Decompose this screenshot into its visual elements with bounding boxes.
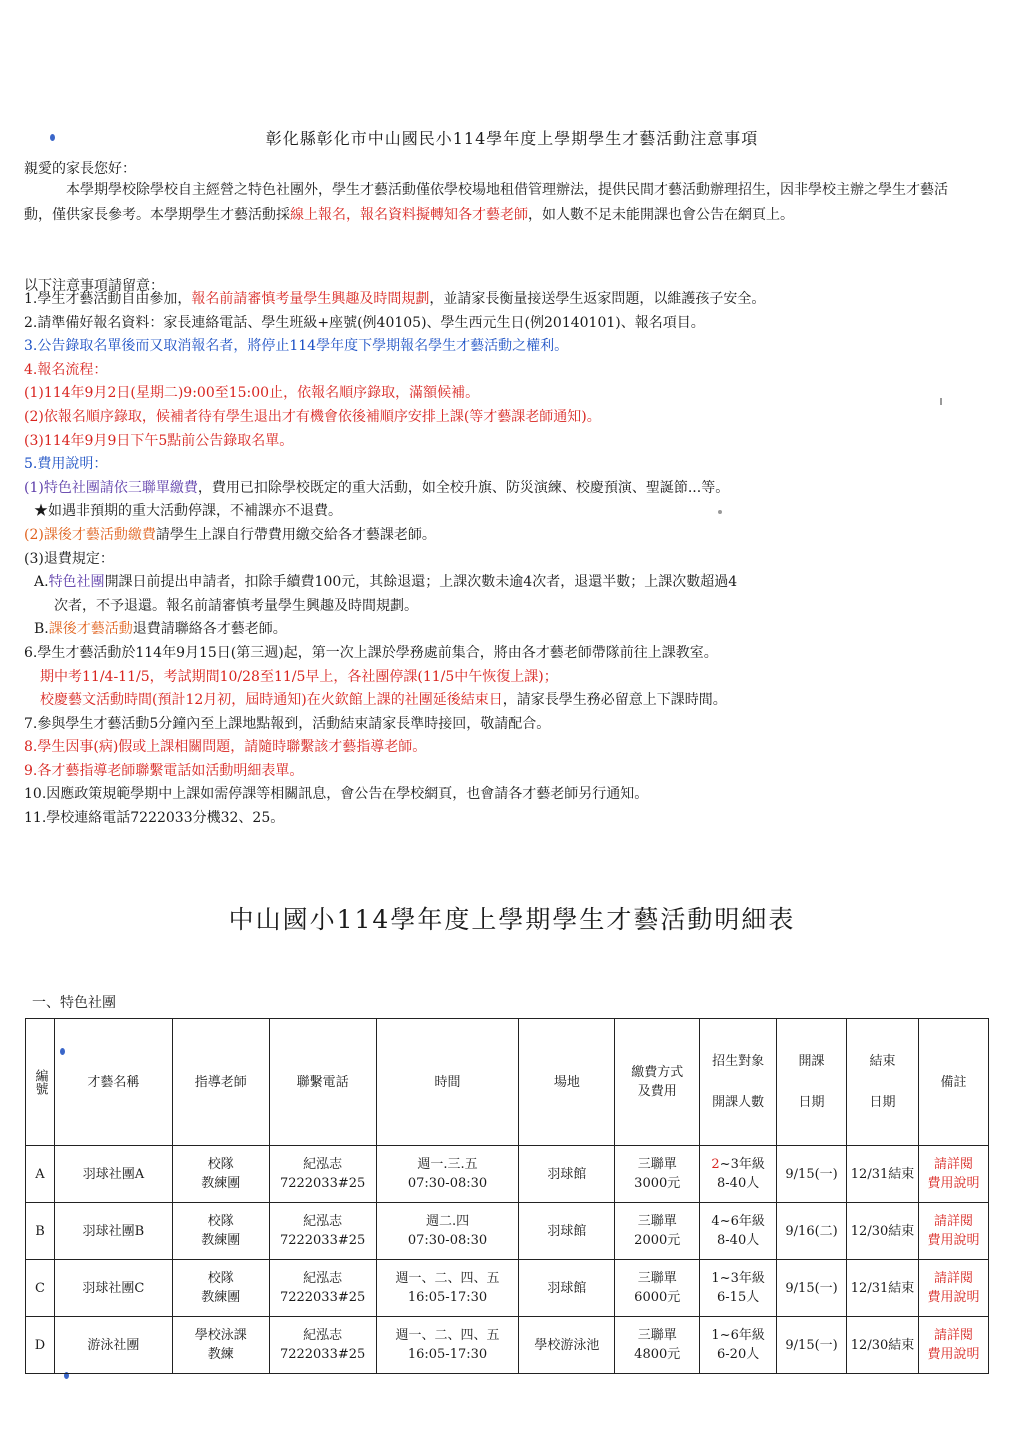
cell-teacher-line: 校隊 [207, 1157, 234, 1172]
notice-item-5-1 [24, 477, 974, 501]
cell-phone [269, 1317, 376, 1374]
notice-item-5-3-a [24, 571, 974, 595]
cell-grade-text: 1~6年級 [711, 1328, 765, 1343]
cell-target [700, 1203, 777, 1260]
notice-text: A. [34, 574, 49, 591]
notice-item-6-event [24, 689, 974, 713]
notice-text: 開課日前提出申請者，扣除手續費100元，其餘退還；上課次數未逾4次者，退還半數；上課次數超過4 [104, 574, 738, 591]
notice-item-4-3: (3)114年9月9日下午5點前公告錄取名單。 [24, 432, 294, 449]
notice-highlight: (1)特色社團請依三聯單繳費 [24, 479, 198, 496]
cell-venue: 學校游泳池 [519, 1317, 615, 1374]
header-teacher: 指導老師 [172, 1019, 269, 1146]
notice-list [24, 288, 974, 831]
notice-item-5-2 [24, 524, 974, 548]
cell-count: 6-20人 [717, 1347, 760, 1362]
cell-name: 羽球社團B [54, 1203, 172, 1260]
cell-time [376, 1317, 519, 1374]
notice-item-2: 2.請準備好報名資料：家長連絡電話、學生班級+座號(例40105)、學生西元生日(例20140101)、報名項目。 [24, 314, 705, 331]
cell-time [376, 1203, 519, 1260]
cell-teacher [172, 1260, 269, 1317]
cell-fee [615, 1146, 700, 1203]
cell-grade [703, 1326, 773, 1345]
notice-highlight: (2)課後才藝活動繳費 [24, 526, 156, 543]
cell-teacher [172, 1317, 269, 1374]
cell-note [918, 1146, 988, 1203]
cell-time [376, 1146, 519, 1203]
cell-hours: 16:05-17:30 [407, 1347, 488, 1362]
section-label: 一、特色社團 [32, 995, 116, 1011]
cell-fee-method: 三聯單 [637, 1157, 677, 1172]
cell-note-line: 費用說明 [927, 1233, 980, 1248]
cell-target [700, 1317, 777, 1374]
cell-venue: 羽球館 [519, 1260, 615, 1317]
header-venue: 場地 [519, 1019, 615, 1146]
table-row [26, 1203, 989, 1260]
cell-start: 9/16(二) [777, 1203, 847, 1260]
cell-end: 12/30結束 [847, 1317, 919, 1374]
table-row [26, 1260, 989, 1317]
cell-contact-name: 紀泓志 [303, 1328, 343, 1343]
cell-start: 9/15(一) [777, 1317, 847, 1374]
header-note: 備註 [918, 1019, 988, 1146]
table-header-row [26, 1019, 989, 1146]
cell-note [918, 1260, 988, 1317]
notice-text: 1.學生才藝活動自由參加， [24, 291, 192, 307]
cell-fee-amount: 4800元 [634, 1347, 681, 1362]
notice-item-5-3-b [24, 618, 974, 642]
cell-fee-amount: 2000元 [634, 1233, 681, 1248]
table-title: 中山國小114學年度上學期學生才藝活動明細表 [228, 905, 796, 934]
header-name: 才藝名稱 [54, 1019, 172, 1146]
cell-target [700, 1260, 777, 1317]
header-start-top: 開課 [798, 1054, 825, 1069]
cell-grade-highlight: 2 [711, 1157, 720, 1172]
notice-text: ，費用已扣除學校既定的重大活動，如全校升旗、防災演練、校慶預演、聖誕節...等。 [197, 479, 730, 496]
cell-fee-amount: 3000元 [634, 1176, 681, 1191]
notice-highlight: 報名前請審慎考量學生興趣及時間規劃 [191, 291, 430, 307]
cell-note [918, 1317, 988, 1374]
notice-item-4-2: (2)依報名順序錄取，候補者待有學生退出才有機會依後補順序安排上課(等才藝課老師通知)。 [24, 408, 601, 425]
cell-teacher-line: 學校泳課 [194, 1328, 247, 1343]
cell-name: 羽球社團A [54, 1146, 172, 1203]
cell-note-line: 請詳閱 [933, 1271, 973, 1286]
cell-target [700, 1146, 777, 1203]
notice-highlight: 特色社團 [48, 574, 105, 591]
notice-item-4: 4.報名流程： [24, 361, 108, 378]
cell-hours: 16:05-17:30 [407, 1290, 488, 1305]
clubs-table [25, 1018, 989, 1374]
header-end [847, 1019, 919, 1146]
notice-item-10: 10.因應政策規範學期中上課如需停課等相關訊息，會公告在學校網頁，也會請各才藝老師另行通知。 [24, 786, 649, 803]
cell-no: D [26, 1317, 55, 1374]
notice-highlight: 校慶藝文活動時間(預計12月初，屆時通知)在火欽館上課的社團延後結束日 [40, 692, 503, 709]
notice-item-9: 9.各才藝指導老師聯繫電話如活動明細表單。 [24, 762, 304, 779]
cell-fee-method: 三聯單 [637, 1214, 677, 1229]
cell-days: 週一.三.五 [417, 1157, 478, 1172]
cell-count: 6-15人 [717, 1290, 760, 1305]
cell-days: 週一、二、四、五 [395, 1328, 500, 1343]
cell-note-line: 請詳閱 [933, 1157, 973, 1172]
cell-grade [703, 1269, 773, 1288]
table-row [26, 1317, 989, 1374]
cell-note [918, 1203, 988, 1260]
cell-no: C [26, 1260, 55, 1317]
notice-item-5: 5.費用說明： [24, 456, 108, 473]
cell-grade [703, 1212, 773, 1231]
cell-teacher-line: 教練團 [201, 1233, 241, 1248]
cell-no: B [26, 1203, 55, 1260]
cell-time [376, 1260, 519, 1317]
notice-item-6: 6.學生才藝活動於114年9月15日(第三週)起，第一次上課於學務處前集合，將由各才藝老師帶隊前往上課教室。 [24, 644, 718, 661]
intro-highlight: 線上報名，報名資料擬轉知各才藝老師 [290, 207, 528, 223]
cell-teacher-line: 校隊 [207, 1271, 234, 1286]
notice-item-8: 8.學生因事(病)假或上課相關問題，請隨時聯繫該才藝指導老師。 [24, 739, 427, 756]
cell-contact-name: 紀泓志 [303, 1271, 343, 1286]
cell-teacher-line: 教練團 [201, 1290, 241, 1305]
cell-hours: 07:30-08:30 [407, 1176, 488, 1191]
notice-text: 請學生上課自行帶費用繳交給各才藝課老師。 [155, 526, 436, 543]
cell-teacher [172, 1203, 269, 1260]
notice-item-4-1: (1)114年9月2日(星期二)9:00至15:00止，依報名順序錄取，滿額候補。 [24, 385, 480, 402]
notice-text: ，並請家長衡量接送學生返家問題，以維護孩子安全。 [429, 291, 766, 307]
cell-grade-text: ~3年級 [719, 1157, 765, 1172]
cell-grade-text: 4~6年級 [711, 1214, 765, 1229]
notice-item-5-star: ★如遇非預期的重大活動停課，不補課亦不退費。 [34, 503, 342, 520]
cell-contact-number: 7222033#25 [279, 1290, 366, 1305]
header-target [700, 1019, 777, 1146]
cell-end: 12/31結束 [847, 1146, 919, 1203]
cell-teacher-line: 校隊 [207, 1214, 234, 1229]
notice-text: 退費請聯絡各才藝老師。 [132, 621, 287, 638]
cell-no: A [26, 1146, 55, 1203]
cell-start: 9/15(一) [777, 1260, 847, 1317]
cell-end: 12/31結束 [847, 1260, 919, 1317]
greeting: 親愛的家長您好： [24, 161, 136, 177]
cell-teacher-line: 教練團 [201, 1176, 241, 1191]
cell-phone [269, 1260, 376, 1317]
cell-name: 游泳社團 [54, 1317, 172, 1374]
notice-item-11: 11.學校連絡電話7222033分機32、25。 [24, 810, 285, 827]
header-target-bottom: 開課人數 [712, 1095, 765, 1110]
header-start [777, 1019, 847, 1146]
notice-text: ，請家長學生務必留意上下課時間。 [502, 692, 727, 709]
cell-name: 羽球社團C [54, 1260, 172, 1317]
cell-grade [703, 1155, 773, 1174]
notice-text: B. [34, 621, 49, 638]
cell-contact-name: 紀泓志 [303, 1157, 343, 1172]
cell-venue: 羽球館 [519, 1146, 615, 1203]
notice-item-5-3: (3)退費規定： [24, 550, 114, 567]
cell-contact-name: 紀泓志 [303, 1214, 343, 1229]
cell-note-line: 費用說明 [927, 1347, 980, 1362]
table-row [26, 1146, 989, 1203]
header-end-top: 結束 [869, 1054, 896, 1069]
header-fee: 繳費方式及費用 [615, 1019, 700, 1146]
cell-count: 8-40人 [717, 1176, 760, 1191]
cell-teacher [172, 1146, 269, 1203]
notice-item-1 [24, 288, 974, 312]
cell-days: 週一、二、四、五 [395, 1271, 500, 1286]
intro-paragraph [24, 178, 974, 228]
cell-note-line: 請詳閱 [933, 1328, 973, 1343]
cell-teacher-line: 教練 [207, 1347, 234, 1362]
header-start-bottom: 日期 [798, 1095, 825, 1110]
notice-highlight: 課後才藝活動 [48, 621, 133, 638]
header-target-top: 招生對象 [712, 1054, 765, 1069]
header-no: 編號 [26, 1019, 55, 1146]
notice-item-6-exam: 期中考11/4-11/5，考試期間10/28至11/5早上，各社團停課(11/5中午恢復上課)； [40, 668, 558, 685]
cell-fee-method: 三聯單 [637, 1328, 677, 1343]
header-time: 時間 [376, 1019, 519, 1146]
cell-fee-method: 三聯單 [637, 1271, 677, 1286]
cell-fee [615, 1203, 700, 1260]
cell-fee-amount: 6000元 [634, 1290, 681, 1305]
cell-venue: 羽球館 [519, 1203, 615, 1260]
cell-note-line: 請詳閱 [933, 1214, 973, 1229]
cell-phone [269, 1146, 376, 1203]
cell-grade-text: 1~3年級 [711, 1271, 765, 1286]
cell-count: 8-40人 [717, 1233, 760, 1248]
notice-item-7: 7.參與學生才藝活動5分鐘內至上課地點報到，活動結束請家長準時接回，敬請配合。 [24, 715, 551, 732]
cell-fee [615, 1317, 700, 1374]
notice-heading: 以下注意事項請留意： [24, 278, 164, 294]
cell-start: 9/15(一) [777, 1146, 847, 1203]
cell-phone [269, 1203, 376, 1260]
cell-hours: 07:30-08:30 [407, 1233, 488, 1248]
cell-contact-number: 7222033#25 [279, 1176, 366, 1191]
header-end-bottom: 日期 [869, 1095, 896, 1110]
cell-contact-number: 7222033#25 [279, 1347, 366, 1362]
cell-days: 週二.四 [425, 1214, 470, 1229]
cell-note-line: 費用說明 [927, 1290, 980, 1305]
notice-item-3: 3.公告錄取名單後而又取消報名者，將停止114學年度下學期報名學生才藝活動之權利。 [24, 338, 569, 355]
notice-item-5-3-a-cont: 次者，不予退還。報名前請審慎考量學生興趣及時間規劃。 [54, 597, 418, 614]
cell-fee [615, 1260, 700, 1317]
intro-text-end: ，如人數不足未能開課也會公告在網頁上。 [528, 207, 794, 223]
cell-contact-number: 7222033#25 [279, 1233, 366, 1248]
intro-text: 本學期學校除學校自主經營之特色社團外，學生才藝活動僅依學校場地租借管理辦法，提供民間才藝活動辦理招生，因非學校主辦之學生才藝活動，僅供家長參考。本學期學生才藝活動採 [24, 182, 948, 223]
document-title: 彰化縣彰化市中山國民小114學年度上學期學生才藝活動注意事項 [265, 129, 759, 148]
cell-end: 12/30結束 [847, 1203, 919, 1260]
header-phone: 聯繫電話 [269, 1019, 376, 1146]
cell-note-line: 費用說明 [927, 1176, 980, 1191]
